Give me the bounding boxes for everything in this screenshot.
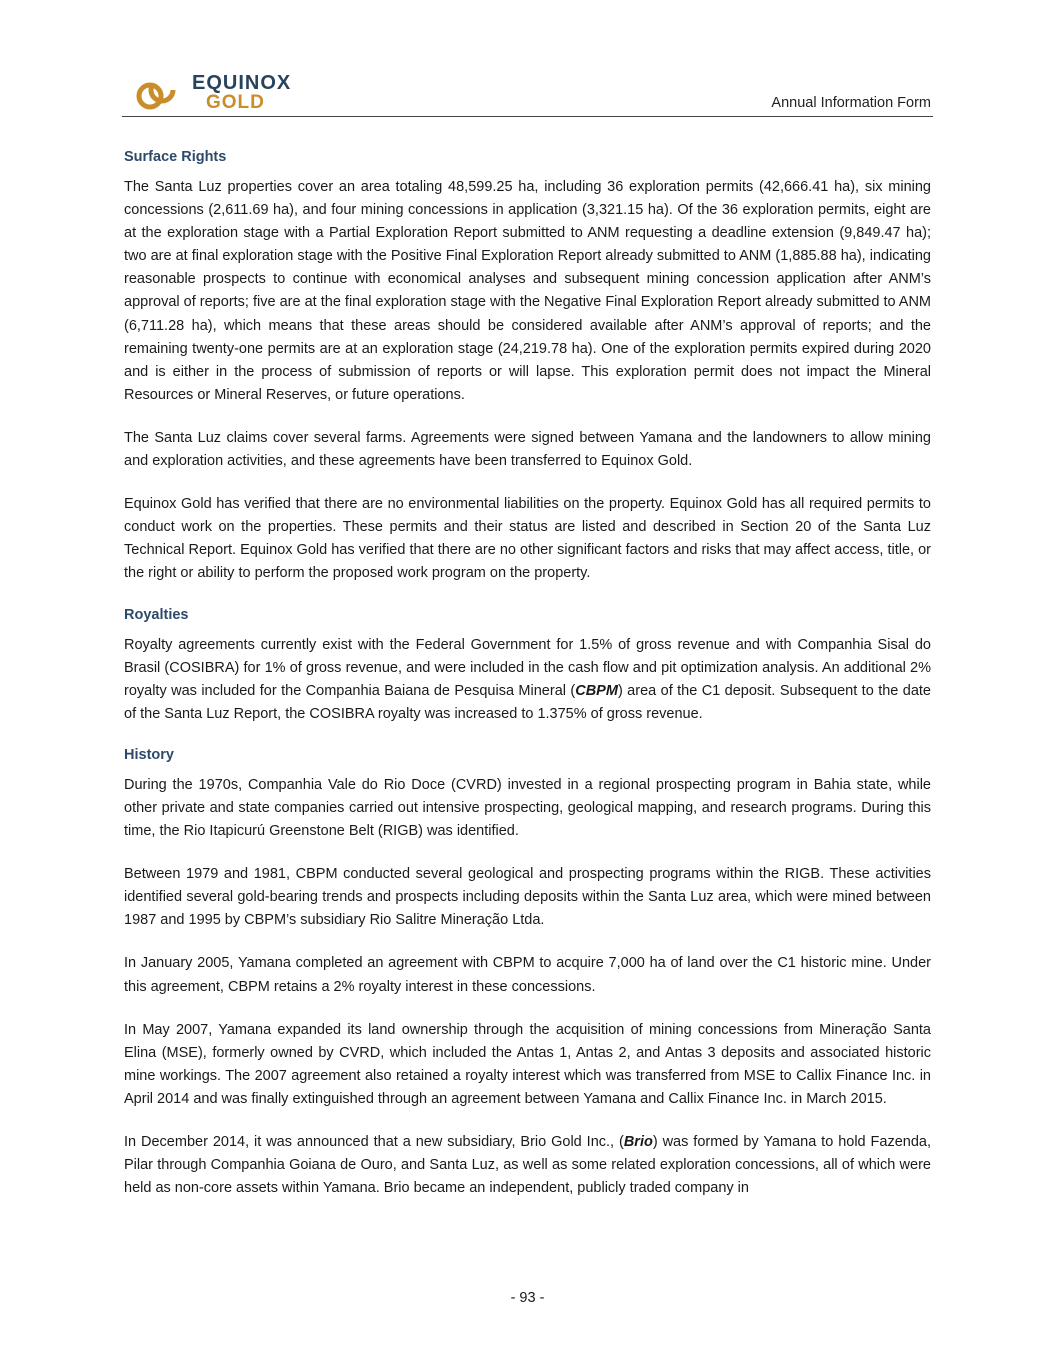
defined-term-cbpm: CBPM (575, 682, 618, 699)
equinox-gold-logo (132, 70, 302, 114)
surface-rights-paragraph-1: The Santa Luz properties cover an area totaling 48,599.25 ha, including 36 exploration permits (42,666.41 ha), six mining concessions (2,611.69 ha), and four mining concessions in application (3,321.15 ha). Of the 36 exploration permits, eight are at the exploration stage with a Partial Exploration Report submitted to ANM requesting a deadline extension (9,849.47 ha); two are at final exploration stage with the Positive Final Exploration Report already submitted to ANM (1,885.88 ha), indicating reasonable prospects to continue with economical analyses and subsequent mining concession application after ANM’s approval of reports; five are at the final exploration stage with the Negative Final Exploration Report already submitted to ANM (6,711.28 ha), which means that these areas should be considered available after ANM’s approval of reports; and the remaining twenty-one permits are at an exploration stage (24,219.78 ha). One of the exploration permits expired during 2020 and is either in the process of submission of reports or will lapse. This exploration permit does not impact the Mineral Resources or Mineral Reserves, or future operations. (124, 179, 931, 403)
page-number: - 93 - (510, 1290, 545, 1306)
document-title: Annual Information Form (771, 95, 931, 111)
history-paragraph-3: In January 2005, Yamana completed an agreement with CBPM to acquire 7,000 ha of land over the C1 historic mine. Under this agreement, CBPM retains a 2% royalty interest in these concessions. (124, 955, 931, 995)
history-paragraph-4: In May 2007, Yamana expanded its land ownership through the acquisition of mining concessions from Mineração Santa Elina (MSE), formerly owned by CVRD, which included the Antas 1, Antas 2, and Antas 3 deposits and associated historic mine workings. The 2007 agreement also retained a royalty interest which was transferred from MSE to Callix Finance Inc. in April 2014 and was finally extinguished through an agreement between Yamana and Callix Finance Inc. in March 2015. (124, 1021, 931, 1107)
royalties-text-after: ) area of the C1 deposit. Subsequent to the date of the Santa Luz Report, the COSIBRA royalty was increased to 1.375% of gross revenue. (124, 682, 931, 722)
page-header (122, 70, 933, 117)
history-paragraph-1: During the 1970s, Companhia Vale do Rio Doce (CVRD) invested in a regional prospecting program in Bahia state, while other private and state companies carried out intensive prospecting, geological mapping, and research programs. During this time, the Rio Itapicurú Greenstone Belt (RIGB) was identified. (124, 776, 931, 840)
heading-royalties: Royalties (124, 606, 189, 623)
history-paragraph-2: Between 1979 and 1981, CBPM conducted several geological and prospecting programs within the RIGB. These activities identified several gold-bearing trends and prospects including deposits within the Santa Luz area, which were mined between 1987 and 1995 by CBPM’s subsidiary Rio Salitre Mineração Ltda. (124, 866, 931, 929)
royalties-paragraph-1 (124, 634, 931, 726)
logo-text-gold: GOLD (206, 92, 265, 113)
history-p5-text-after: ) was formed by Yamana to hold Fazenda, Pilar through Companhia Goiana de Ouro, and Santa Luz, as well as some related exploration concessions, all of which were held as non-core assets within Yamana. Brio became an independent, publicly traded company in (124, 1134, 931, 1197)
heading-surface-rights: Surface Rights (124, 149, 227, 165)
history-p5-text-before: In December 2014, it was announced that a new subsidiary, Brio Gold Inc., ( (124, 1134, 624, 1150)
history-paragraph-5 (124, 1131, 931, 1200)
page-content (124, 146, 931, 1200)
logo-mark-icon (132, 72, 184, 114)
defined-term-brio: Brio (623, 1134, 653, 1150)
royalties-text-before: Royalty agreements currently exist with the Federal Government for 1.5% of gross revenue and with Companhia Sisal do Brasil (COSIBRA) for 1% of gross revenue, and were included in the cash flow and pit optimization analysis. An additional 2% royalty was included for the Companhia Baiana de Pesquisa Mineral ( (124, 636, 931, 699)
surface-rights-paragraph-3: Equinox Gold has verified that there are no environmental liabilities on the property. Equinox Gold has all required permits to conduct work on the properties. These permits and their status are listed and described in Section 20 of the Santa Luz Technical Report. Equinox Gold has verified that there are no other significant factors and risks that may affect access, title, or the right or ability to perform the proposed work program on the property. (124, 496, 931, 582)
heading-history: History (124, 746, 174, 763)
logo-text-equinox: EQUINOX (192, 72, 292, 94)
surface-rights-paragraph-2: The Santa Luz claims cover several farms. Agreements were signed between Yamana and the landowners to allow mining and exploration activities, and these agreements have been transferred to Equinox Gold. (124, 429, 931, 470)
